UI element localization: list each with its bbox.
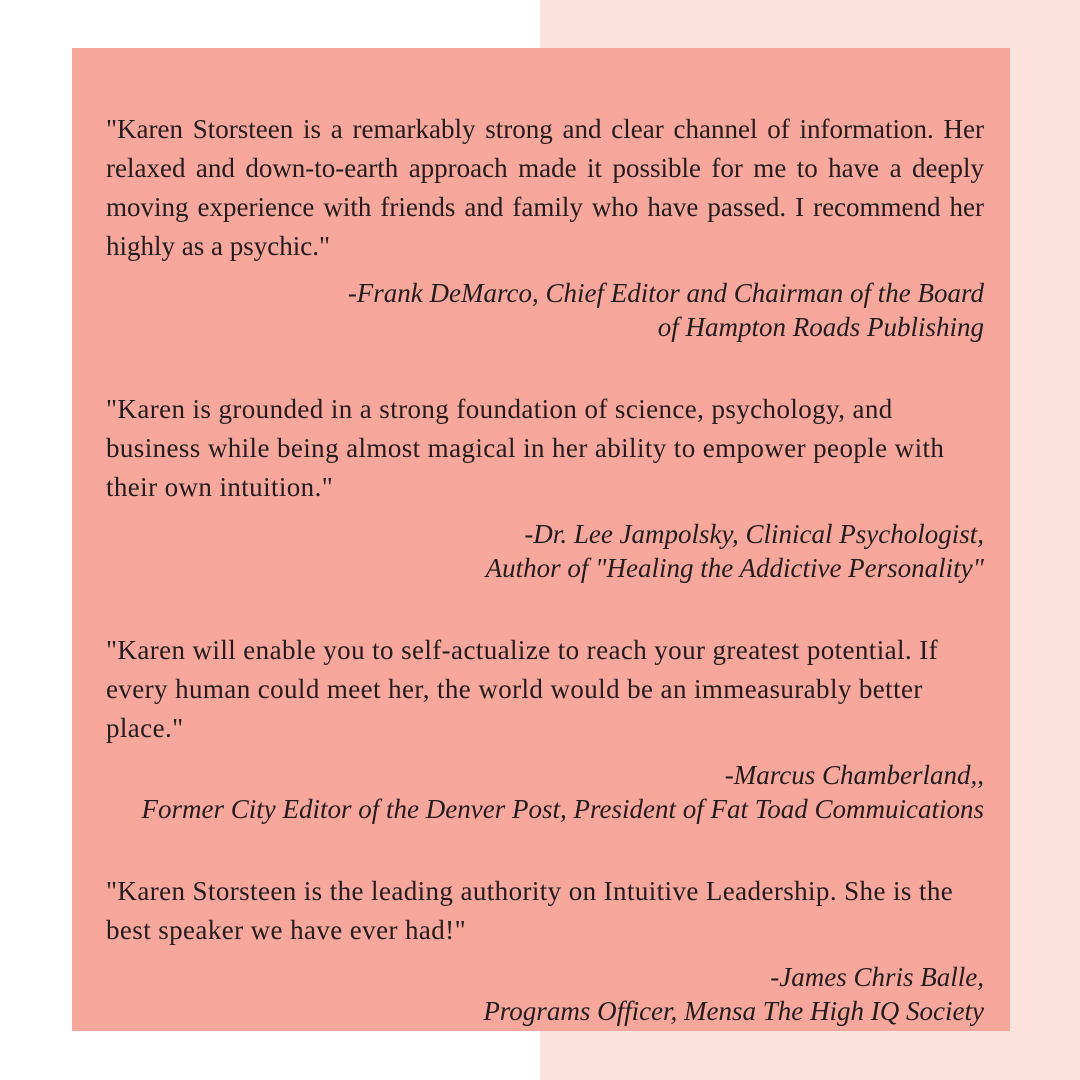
testimonial-lee-jampolsky: [106, 390, 984, 585]
attribution-line: of Hampton Roads Publishing: [657, 312, 984, 342]
testimonial-marcus-chamberland: [106, 631, 984, 826]
attribution: [106, 276, 984, 344]
testimonial-frank-demarco: [106, 110, 984, 344]
attribution: [106, 960, 984, 1028]
testimonial-james-chris-balle: [106, 872, 984, 1028]
attribution-line: -James Chris Balle,: [770, 962, 984, 992]
quote-text: "Karen Storsteen is the leading authority on Intuitive Leadership. She is the best speaker we have ever had!": [106, 876, 954, 945]
quote-text: "Karen Storsteen is a remarkably strong and clear channel of information. Her relaxed and down-to-earth approach made it possible for me to have a deeply moving experience with friends and family who have passed. I recommend her highly as a psychic.": [106, 114, 984, 261]
testimonial-card: [72, 48, 1010, 1031]
attribution-line: Former City Editor of the Denver Post, President of Fat Toad Commuications: [141, 794, 984, 824]
attribution-line: Author of "Healing the Addictive Personality": [485, 553, 984, 583]
attribution-line: -Frank DeMarco, Chief Editor and Chairman of the Board: [347, 278, 984, 308]
attribution-line: Programs Officer, Mensa The High IQ Society: [483, 996, 984, 1026]
quote-text: "Karen is grounded in a strong foundation of science, psychology, and business while being almost magical in her ability to empower people with their own intuition.": [106, 394, 945, 502]
attribution-line: -Marcus Chamberland,,: [724, 760, 984, 790]
attribution: [106, 517, 984, 585]
attribution-line: -Dr. Lee Jampolsky, Clinical Psychologist,: [524, 519, 984, 549]
attribution: [106, 758, 984, 826]
quote-text: "Karen will enable you to self-actualize to reach your greatest potential. If every human could meet her, the world would be an immeasurably better place.": [106, 635, 938, 743]
